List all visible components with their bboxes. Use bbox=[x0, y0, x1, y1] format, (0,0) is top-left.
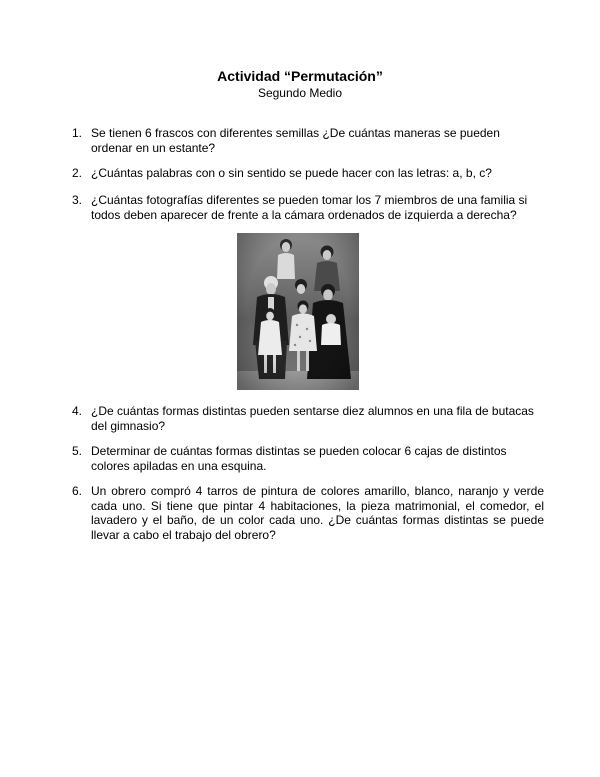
question-text: ¿De cuántas formas distintas pueden sentarse diez alumnos en una fila de butacas del gimnasio? bbox=[91, 404, 534, 433]
family-photo bbox=[237, 233, 359, 390]
question-text: ¿Cuántas palabras con o sin sentido se puede hacer con las letras: a, b, c? bbox=[91, 166, 492, 180]
question-number: 6. bbox=[72, 484, 83, 498]
question-text: ¿Cuántas fotografías diferentes se pueden tomar los 7 miembros de una familia si todos deben aparecer de frente a la cámara ordenados de izquierda a derecha? bbox=[91, 193, 528, 222]
question-number: 5. bbox=[72, 444, 83, 458]
question-text: Un obrero compró 4 tarros de pintura de colores amarillo, blanco, naranjo y verde cada uno. Si tiene que pintar 4 habitaciones, la pieza matrimonial, el comedor, el lavadero y el baño, de un color cada uno. ¿De cuántas formas distintas se puede llevar a cabo el trabajo del obrero? bbox=[91, 484, 544, 542]
question-3 bbox=[72, 193, 544, 222]
question-text: Determinar de cuántas formas distintas se pueden colocar 6 cajas de distintos colores apiladas en una esquina. bbox=[91, 444, 507, 473]
question-4 bbox=[72, 404, 544, 433]
question-number: 4. bbox=[72, 404, 83, 418]
question-number: 3. bbox=[72, 193, 83, 207]
question-number: 1. bbox=[72, 126, 83, 140]
question-1 bbox=[72, 126, 544, 155]
page-subtitle: Segundo Medio bbox=[257, 86, 343, 100]
question-number: 2. bbox=[72, 166, 83, 180]
question-text: Se tienen 6 frascos con diferentes semillas ¿De cuántas maneras se pueden ordenar en un estante? bbox=[91, 126, 500, 155]
page-title: Actividad “Permutación” bbox=[217, 68, 383, 84]
question-5 bbox=[72, 444, 544, 473]
question-6 bbox=[72, 484, 544, 542]
question-2 bbox=[72, 166, 544, 181]
